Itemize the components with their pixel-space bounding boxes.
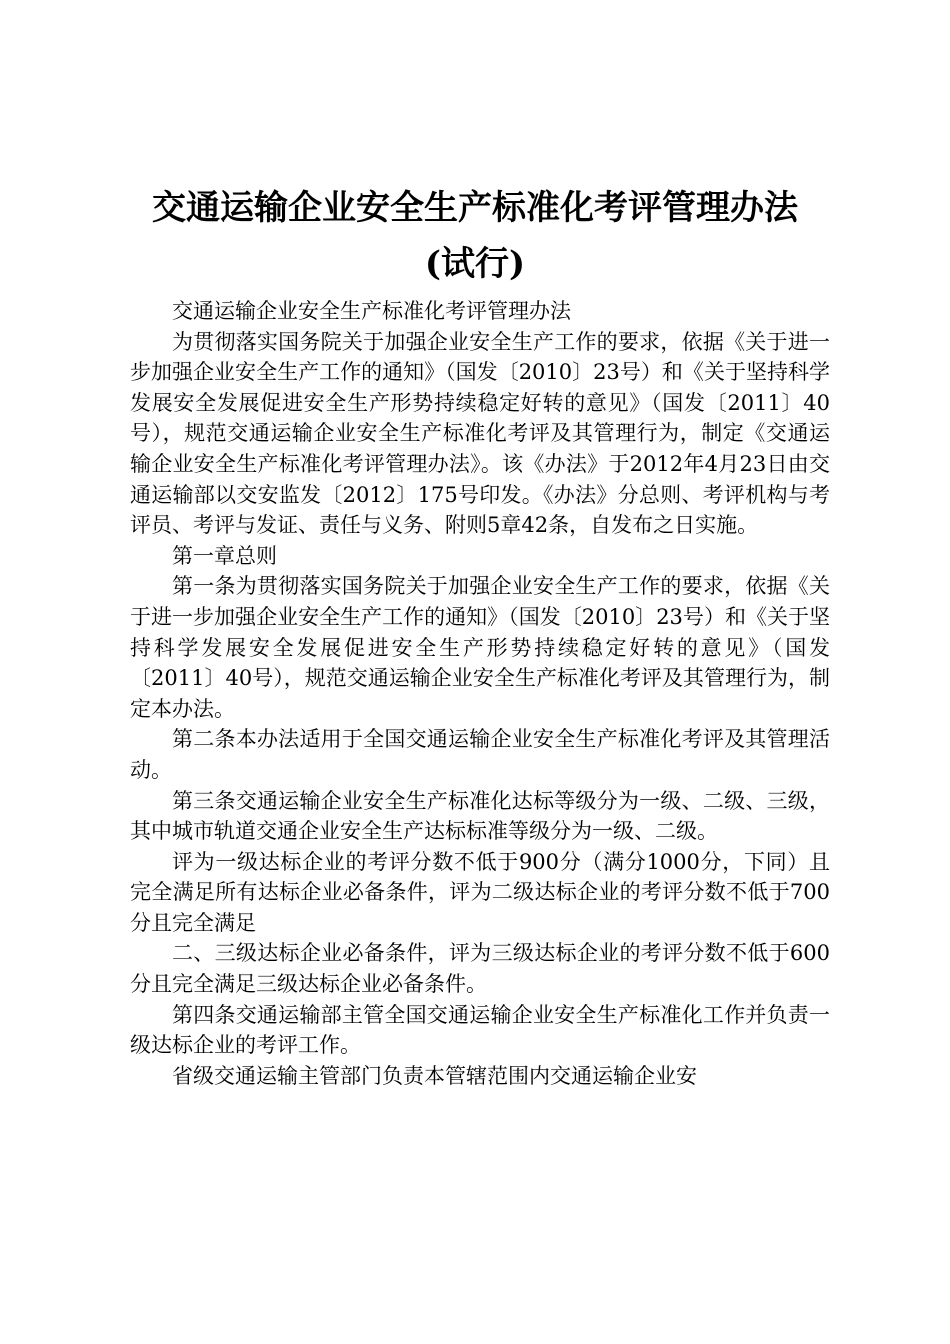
article-4-provincial: 省级交通运输主管部门负责本管辖范围内交通运输企业安: [172, 1063, 697, 1088]
document-body: [130, 296, 830, 1091]
paragraph-intro: 为贯彻落实国务院关于加强企业安全生产工作的要求，依据《关于进一步加强企业安全生产工作的通知》（国发〔2010〕23号）和《关于坚持科学发展安全发展促进安全生产形势持续稳定好转的意见》（国发〔2011〕40号），规范交通运输企业安全生产标准化考评及其管理行为，制定《交通运输企业安全生产标准化考评管理办法》。该《办法》于2012年4月23日由交通运输部以交安监发〔2012〕175号印发。《办法》分总则、考评机构与考评员、考评与发证、责任与义务、附则5章42条，自发布之日实施。: [130, 329, 830, 538]
paragraph-heading: 交通运输企业安全生产标准化考评管理办法: [172, 299, 571, 323]
document-title: 交通运输企业安全生产标准化考评管理办法: [152, 188, 798, 228]
article-1: 第一条为贯彻落实国务院关于加强企业安全生产工作的要求，依据《关于进一步加强企业安全生产工作的通知》（国发〔2010〕23号）和《关于坚持科学发展安全发展促进安全生产形势持续稳定好转的意见》（国发〔2011〕40号），规范交通运输企业安全生产标准化考评及其管理行为，制定本办法。: [130, 574, 830, 721]
article-2: 第二条本办法适用于全国交通运输企业安全生产标准化考评及其管理活动。: [130, 727, 830, 782]
article-4: 第四条交通运输部主管全国交通运输企业安全生产标准化工作并负责一级达标企业的考评工作。: [130, 1002, 830, 1058]
article-3: 第三条交通运输企业安全生产标准化达标等级分为一级、二级、三级，其中城市轨道交通企业安全生产达标标准等级分为一级、二级。: [130, 788, 830, 844]
document-subtitle: (试行): [424, 244, 526, 284]
article-3-grade-2-3: 二、三级达标企业必备条件，评为三级达标企业的考评分数不低于600分且完全满足三级达标企业必备条件。: [130, 941, 830, 997]
chapter-heading: 第一章总则: [172, 543, 277, 568]
article-3-grade-1: 评为一级达标企业的考评分数不低于900分（满分1000分，下同）且完全满足所有达标企业必备条件，评为二级达标企业的考评分数不低于700分且完全满足: [130, 849, 830, 935]
